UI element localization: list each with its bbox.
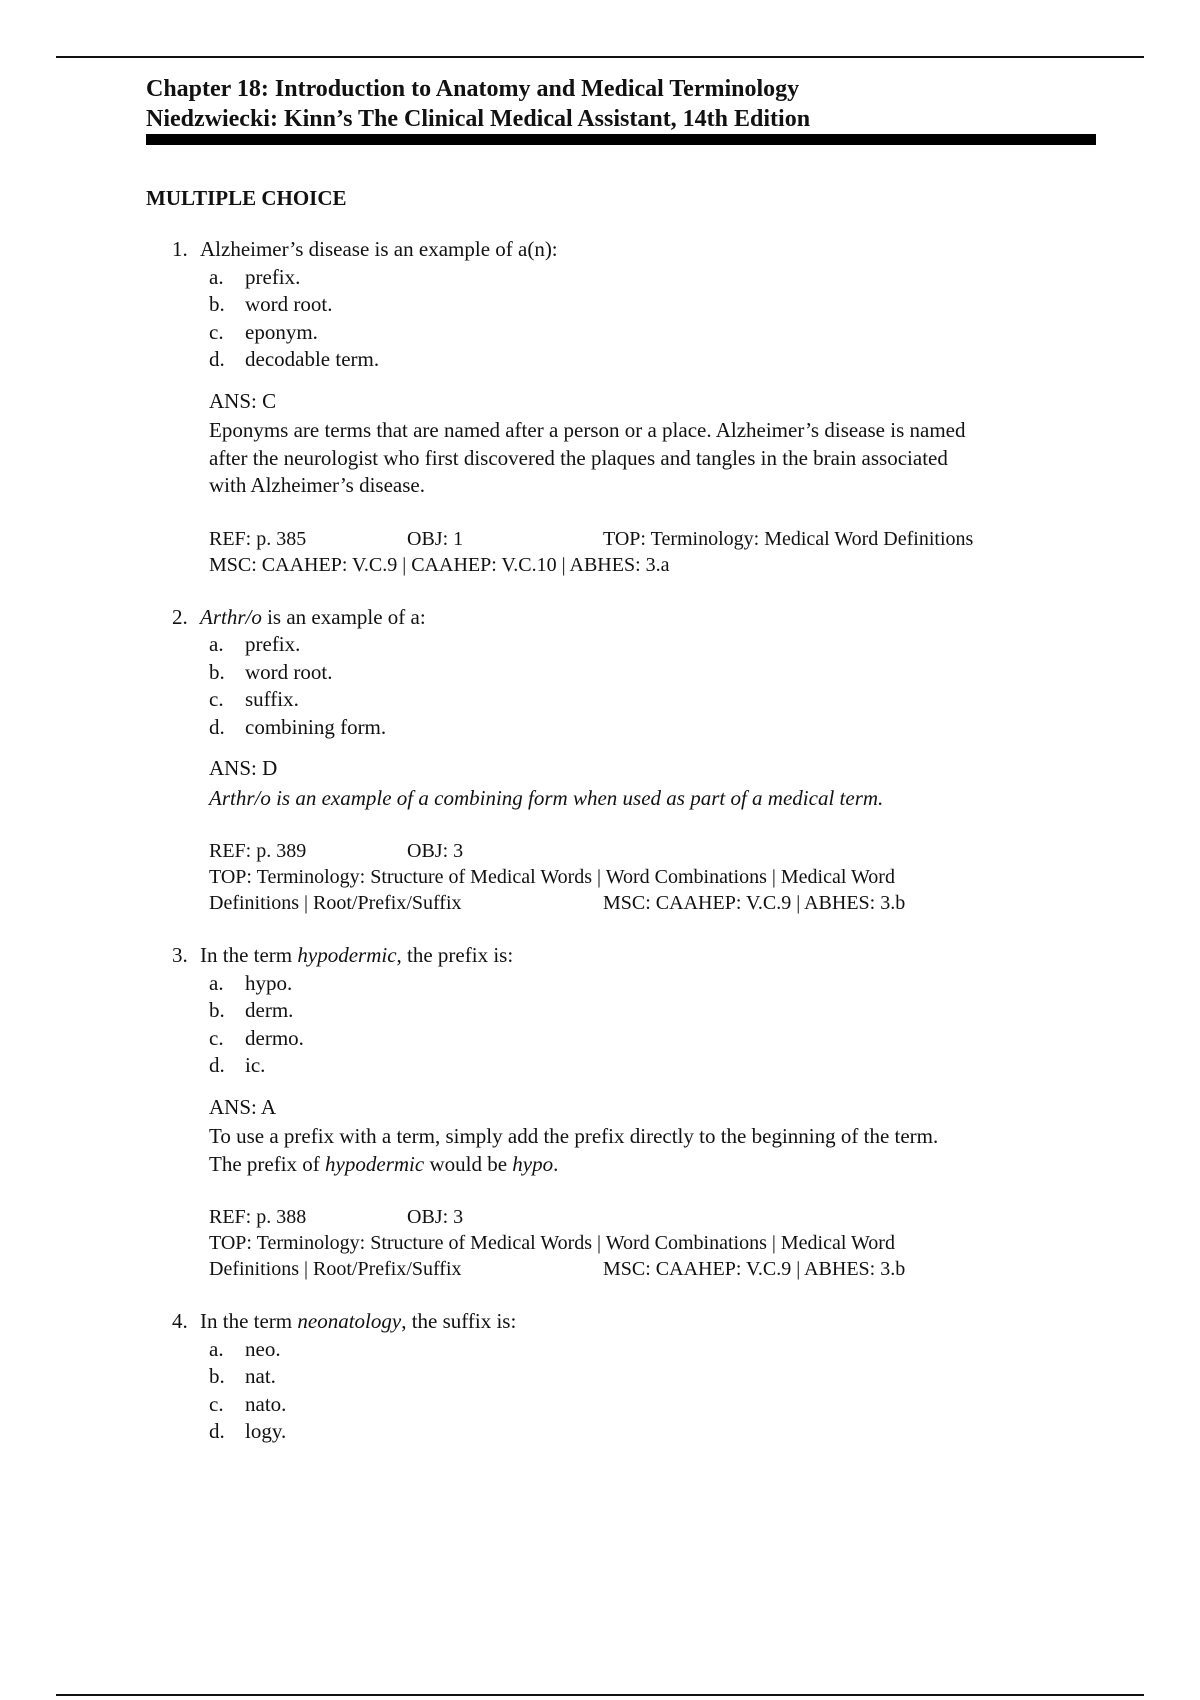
option-letter: b. bbox=[209, 292, 225, 316]
topic: TOP: Terminology: Structure of Medical Words | Word Combinations | Medical Word bbox=[209, 866, 895, 888]
question-list bbox=[146, 236, 1086, 1472]
option-letter: c. bbox=[209, 1391, 224, 1416]
answer-key: ANS: D bbox=[209, 756, 278, 780]
question-number: 2. bbox=[172, 604, 188, 629]
question-metadata bbox=[209, 838, 1086, 916]
explanation-term: hypo bbox=[512, 1151, 554, 1176]
chapter-title: Chapter 18: Introduction to Anatomy and Medical Terminology bbox=[146, 76, 800, 102]
explanation-line: with Alzheimer’s disease. bbox=[209, 473, 425, 497]
option-a bbox=[209, 631, 1086, 659]
option-text: nato. bbox=[245, 1391, 287, 1416]
question-text-tail: , the prefix is: bbox=[396, 943, 514, 967]
answer-key: ANS: C bbox=[209, 388, 277, 413]
option-text: eponym. bbox=[245, 319, 318, 344]
explanation-line bbox=[209, 1151, 1086, 1179]
question-3 bbox=[146, 942, 1086, 1282]
question-text bbox=[200, 1308, 1086, 1336]
option-letter: a. bbox=[209, 264, 224, 289]
question-number: 3. bbox=[172, 943, 188, 967]
option-text: word root. bbox=[245, 659, 333, 684]
reference: REF: p. 385 bbox=[209, 527, 307, 550]
topic: TOP: Terminology: Medical Word Definitions bbox=[603, 527, 974, 550]
option-c bbox=[209, 1391, 1086, 1419]
option-letter: d. bbox=[209, 347, 225, 371]
option-letter: d. bbox=[209, 714, 225, 739]
explanation-line: after the neurologist who first discovered the plaques and tangles in the brain associated bbox=[209, 445, 948, 470]
question-1 bbox=[146, 236, 1086, 578]
top-rule bbox=[56, 56, 1144, 58]
topic-continued: Definitions | Root/Prefix/Suffix bbox=[209, 892, 462, 914]
explanation-text: The prefix of bbox=[209, 1151, 326, 1176]
answer-options bbox=[209, 631, 1086, 741]
explanation-line: Arthr/o is an example of a combining form when used as part of a medical term. bbox=[209, 785, 884, 810]
question-term: hypodermic bbox=[297, 943, 397, 967]
question-text bbox=[200, 604, 1086, 632]
question-number: 1. bbox=[172, 237, 188, 261]
option-text: derm. bbox=[245, 998, 294, 1022]
question-text-head: In the term bbox=[200, 943, 298, 967]
question-stem bbox=[146, 1308, 1086, 1336]
question-stem bbox=[146, 236, 1086, 264]
option-a bbox=[209, 970, 1086, 998]
option-letter: c. bbox=[209, 687, 224, 711]
msc: MSC: CAAHEP: V.C.9 | ABHES: 3.b bbox=[603, 1258, 906, 1280]
question-4 bbox=[146, 1308, 1086, 1446]
section-title: MULTIPLE CHOICE bbox=[146, 186, 347, 210]
explanation bbox=[209, 785, 1086, 813]
option-text: combining form. bbox=[245, 714, 387, 739]
reference: REF: p. 389 bbox=[209, 840, 307, 862]
question-term: Arthr/o bbox=[200, 604, 262, 629]
option-letter: b. bbox=[209, 659, 225, 684]
option-d bbox=[209, 346, 1086, 374]
explanation-text: would be bbox=[424, 1151, 513, 1176]
option-b bbox=[209, 1363, 1086, 1391]
option-c bbox=[209, 1025, 1086, 1053]
option-d bbox=[209, 714, 1086, 742]
option-d bbox=[209, 1052, 1086, 1080]
option-text: prefix. bbox=[245, 264, 301, 289]
option-b bbox=[209, 291, 1086, 319]
option-a bbox=[209, 1336, 1086, 1364]
question-stem bbox=[146, 942, 1086, 970]
msc: MSC: CAAHEP: V.C.9 | CAAHEP: V.C.10 | ABHES: 3.a bbox=[209, 553, 670, 576]
explanation-line: To use a prefix with a term, simply add the prefix directly to the beginning of the term. bbox=[209, 1124, 939, 1148]
header-bar bbox=[146, 134, 1096, 145]
topic-continued: Definitions | Root/Prefix/Suffix bbox=[209, 1258, 462, 1280]
question-number: 4. bbox=[172, 1309, 188, 1333]
option-text: nat. bbox=[245, 1364, 276, 1388]
option-text: dermo. bbox=[245, 1025, 304, 1050]
msc: MSC: CAAHEP: V.C.9 | ABHES: 3.b bbox=[603, 892, 906, 914]
option-b bbox=[209, 659, 1086, 687]
option-letter: d. bbox=[209, 1419, 225, 1443]
option-text: prefix. bbox=[245, 632, 301, 656]
answer-options bbox=[209, 264, 1086, 374]
answer-options bbox=[209, 970, 1086, 1080]
answer-key: ANS: A bbox=[209, 1094, 277, 1119]
bottom-rule bbox=[56, 1694, 1144, 1696]
question-term: neonatology bbox=[297, 1309, 402, 1333]
question-text: Alzheimer’s disease is an example of a(n): bbox=[200, 237, 558, 261]
question-metadata bbox=[209, 526, 1086, 578]
option-text: ic. bbox=[245, 1053, 266, 1077]
objective: OBJ: 3 bbox=[407, 840, 464, 862]
option-letter: a. bbox=[209, 970, 224, 995]
option-letter: c. bbox=[209, 1025, 224, 1050]
book-title: Niedzwiecki: Kinn’s The Clinical Medical Assistant, 14th Edition bbox=[146, 106, 811, 132]
option-text: suffix. bbox=[245, 687, 299, 711]
answer-block bbox=[209, 1094, 1086, 1179]
option-d bbox=[209, 1418, 1086, 1446]
explanation bbox=[209, 1123, 1086, 1178]
answer-block bbox=[209, 388, 1086, 500]
question-text-head: In the term bbox=[200, 1309, 298, 1333]
option-letter: d. bbox=[209, 1053, 225, 1077]
explanation-line: Eponyms are terms that are named after a person or a place. Alzheimer’s disease is named bbox=[209, 418, 966, 442]
option-letter: b. bbox=[209, 998, 225, 1022]
option-c bbox=[209, 319, 1086, 347]
question-text-tail: , the suffix is: bbox=[401, 1309, 517, 1333]
explanation bbox=[209, 417, 1086, 500]
explanation-term: hypodermic bbox=[325, 1151, 425, 1176]
option-text: decodable term. bbox=[245, 347, 380, 371]
question-text-tail: is an example of a: bbox=[261, 604, 426, 629]
option-letter: b. bbox=[209, 1364, 225, 1388]
question-text bbox=[200, 942, 1086, 970]
reference: REF: p. 388 bbox=[209, 1206, 307, 1228]
answer-options bbox=[209, 1336, 1086, 1446]
objective: OBJ: 1 bbox=[407, 527, 464, 550]
option-letter: c. bbox=[209, 319, 224, 344]
question-stem bbox=[146, 604, 1086, 632]
document-header bbox=[146, 74, 1096, 134]
objective: OBJ: 3 bbox=[407, 1206, 464, 1228]
question-metadata bbox=[209, 1204, 1086, 1282]
option-text: word root. bbox=[245, 292, 333, 316]
option-text: neo. bbox=[245, 1336, 281, 1361]
question-2 bbox=[146, 604, 1086, 917]
explanation-text: . bbox=[553, 1151, 559, 1176]
option-letter: a. bbox=[209, 632, 224, 656]
answer-block bbox=[209, 755, 1086, 812]
option-text: logy. bbox=[245, 1419, 287, 1443]
option-letter: a. bbox=[209, 1336, 224, 1361]
topic: TOP: Terminology: Structure of Medical Words | Word Combinations | Medical Word bbox=[209, 1232, 895, 1254]
option-c bbox=[209, 686, 1086, 714]
option-b bbox=[209, 997, 1086, 1025]
option-a bbox=[209, 264, 1086, 292]
option-text: hypo. bbox=[245, 970, 293, 995]
